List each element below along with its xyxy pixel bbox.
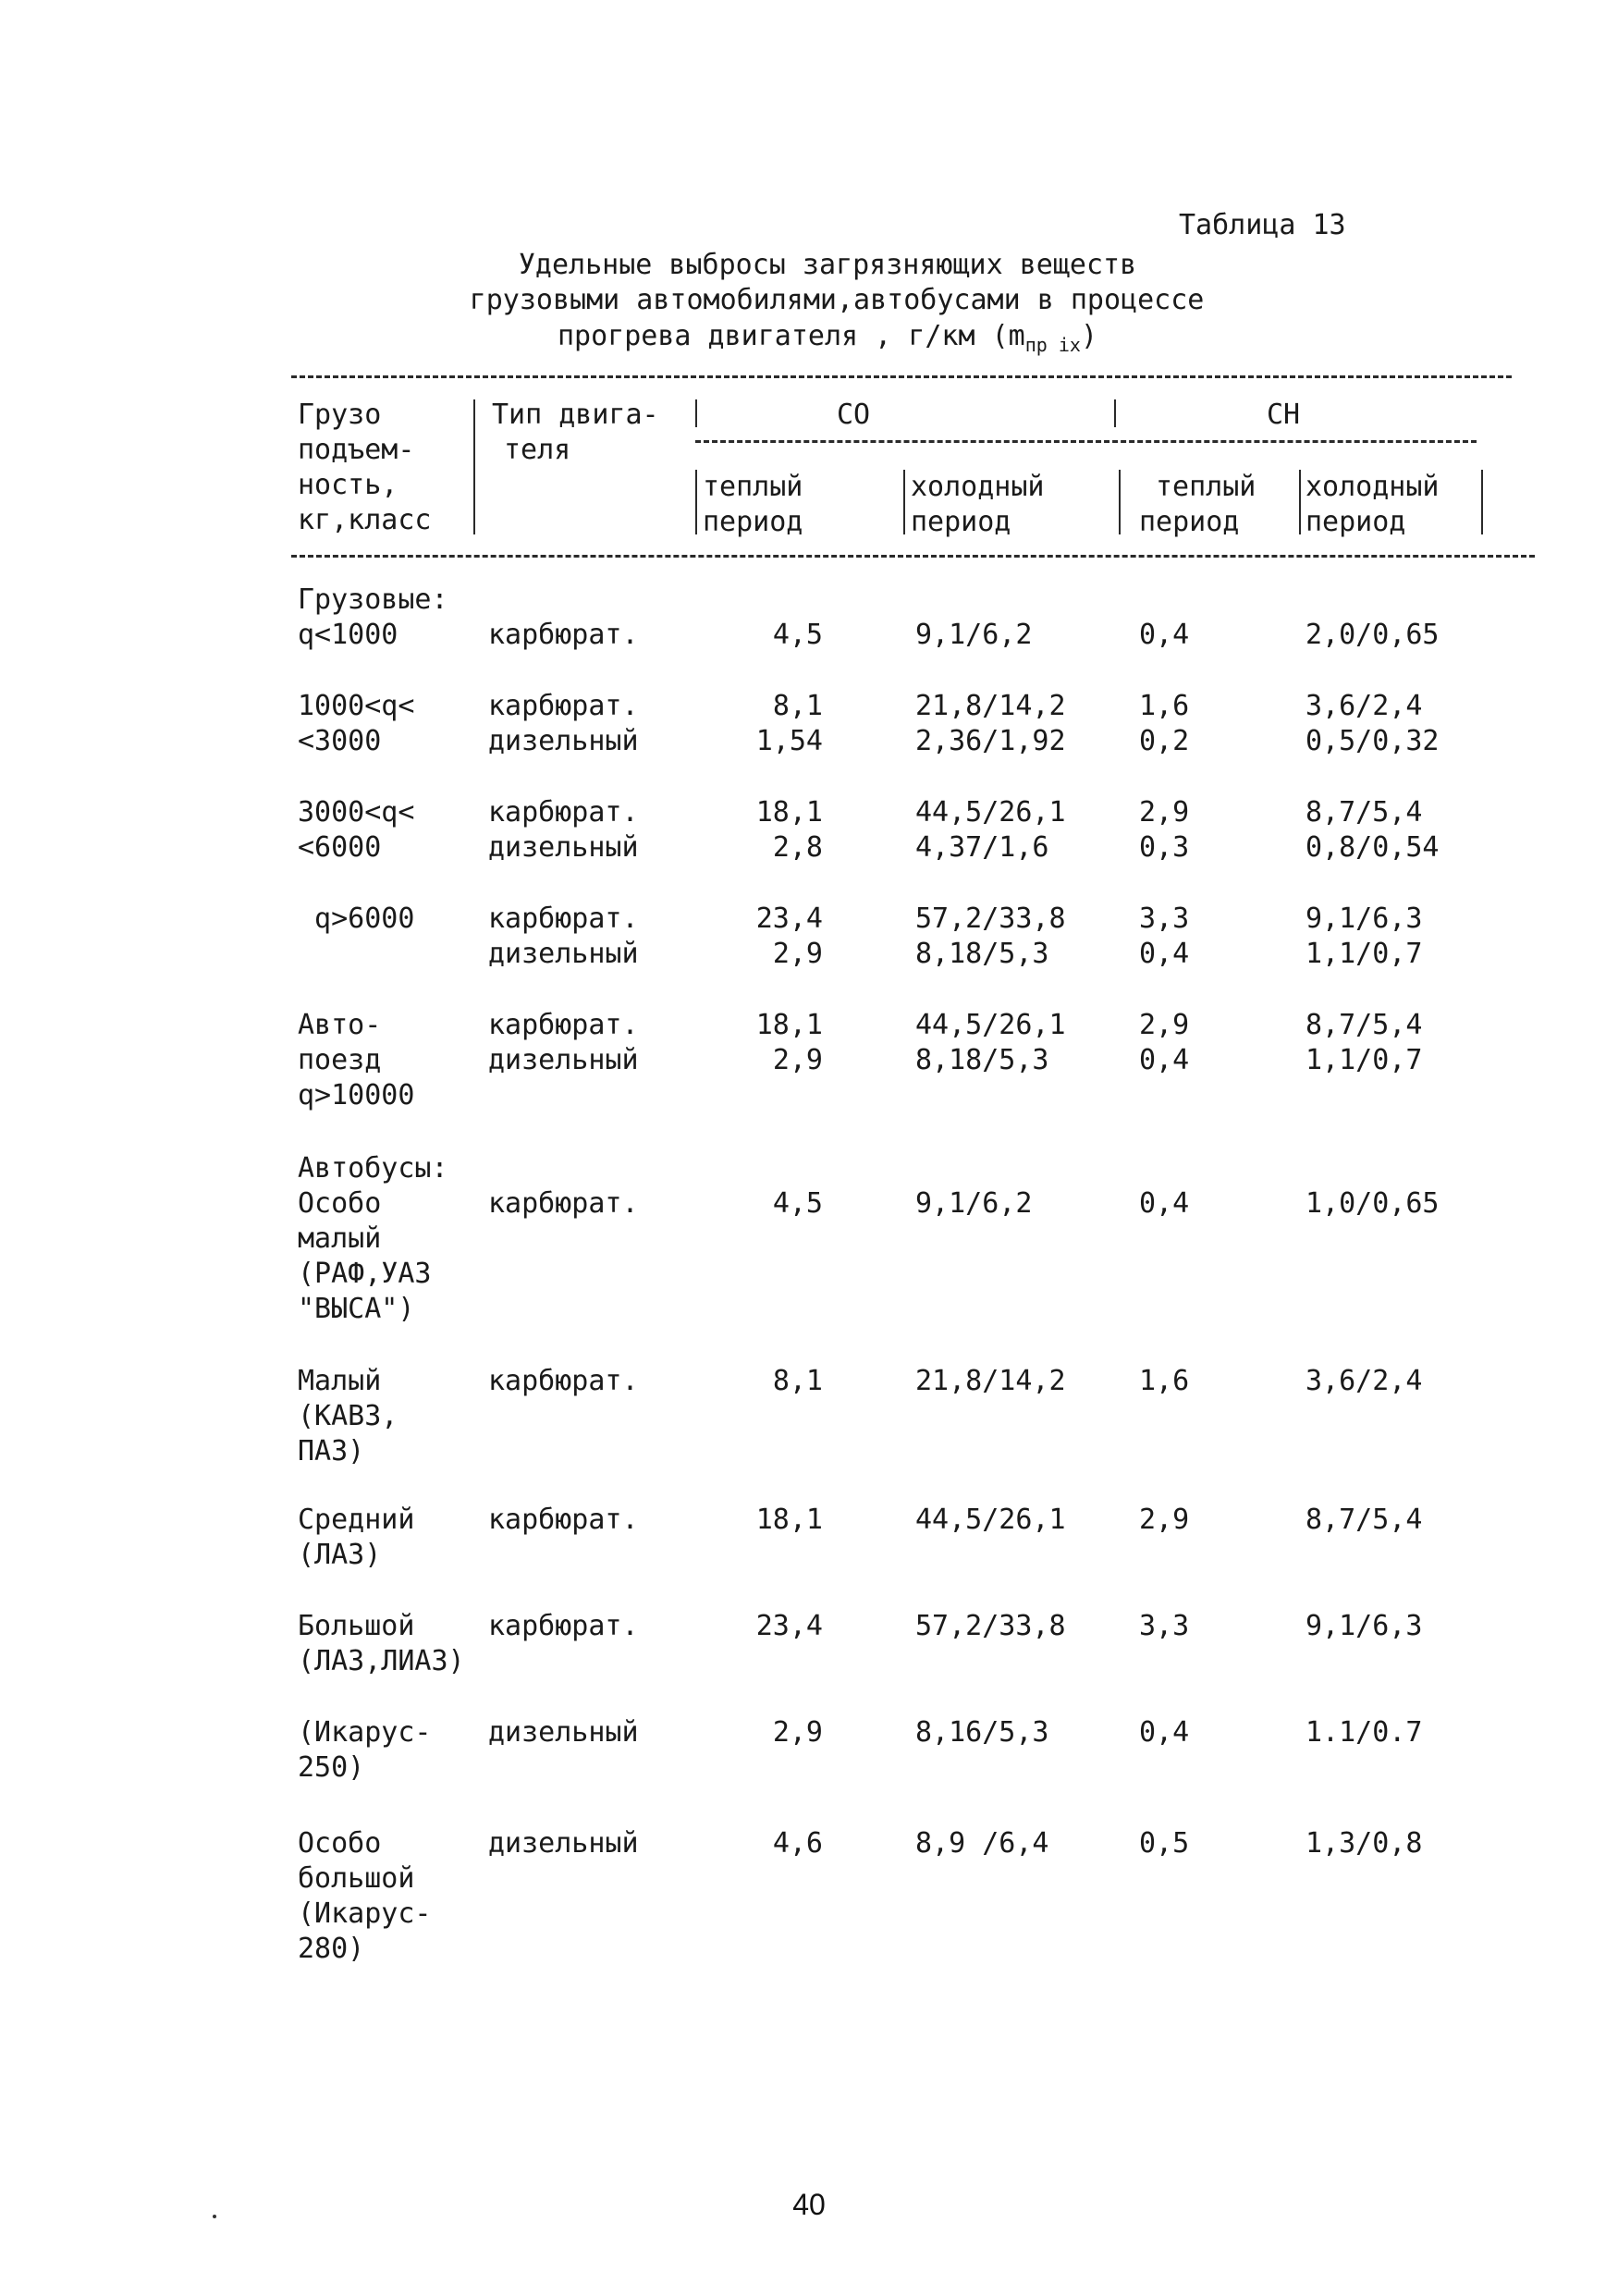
row-label-line: 1000<q< (298, 690, 415, 722)
row-label-line: <3000 (298, 725, 382, 757)
header-mid-rule (695, 440, 1477, 443)
engine-cell: карбюрат. (488, 1610, 639, 1642)
row-label-line: Авто- (298, 1009, 382, 1041)
row-label-line: (ЛАЗ) (298, 1539, 382, 1571)
ch-warm-cell: 3,3 (1139, 902, 1190, 935)
engine-cell: дизельный (488, 1716, 639, 1749)
scan-speck (213, 2215, 216, 2218)
co-warm-cell: 18,1 (755, 796, 823, 829)
row-label-line: Особо (298, 1187, 382, 1220)
ch-warm-cell: 3,3 (1139, 1610, 1190, 1642)
co-cold-cell: 4,37/1,6 (915, 831, 1049, 864)
co-cold-cell: 57,2/33,8 (915, 902, 1066, 935)
row-label-line: Особо (298, 1827, 382, 1860)
row-label-line: ПАЗ) (298, 1435, 365, 1467)
co-cold-cell: 2,36/1,92 (915, 725, 1066, 757)
header-col1-line2: подъем- (298, 434, 415, 466)
header-divider (695, 399, 697, 427)
row-label-line: Средний (298, 1504, 415, 1536)
row-label-line: 3000<q< (298, 796, 415, 829)
header-divider (1481, 470, 1483, 534)
co-warm-cell: 23,4 (755, 902, 823, 935)
co-warm-cell: 2,8 (772, 831, 823, 864)
row-label-line: "ВЫСА") (298, 1293, 415, 1325)
engine-cell: дизельный (488, 831, 639, 864)
caption-line-3-main: прогрева двигателя , г/км (m (557, 320, 1025, 352)
engine-cell: карбюрат. (488, 690, 639, 722)
ch-cold-cell: 9,1/6,3 (1305, 902, 1423, 935)
ch-warm-cell: 0,5 (1139, 1827, 1190, 1860)
header-bottom-rule (291, 555, 1535, 558)
header-ch-warm-line1: теплый (1156, 471, 1256, 503)
row-label-line: (РАФ,УАЗ (298, 1258, 432, 1290)
co-cold-cell: 57,2/33,8 (915, 1610, 1066, 1642)
engine-cell: карбюрат. (488, 1187, 639, 1220)
ch-cold-cell: 0,5/0,32 (1305, 725, 1440, 757)
header-co: CO (837, 399, 871, 431)
ch-warm-cell: 0,4 (1139, 619, 1190, 651)
row-label-line: малый (298, 1222, 382, 1255)
header-co-cold-line1: холодный (911, 471, 1045, 503)
ch-cold-cell: 0,8/0,54 (1305, 831, 1440, 864)
ch-warm-cell: 1,6 (1139, 690, 1190, 722)
co-warm-cell: 23,4 (755, 1610, 823, 1642)
ch-cold-cell: 1,3/0,8 (1305, 1827, 1423, 1860)
ch-warm-cell: 0,2 (1139, 725, 1190, 757)
engine-cell: карбюрат. (488, 1504, 639, 1536)
row-label-line: Малый (298, 1365, 382, 1397)
co-warm-cell: 8,1 (772, 1365, 823, 1397)
engine-cell: дизельный (488, 1044, 639, 1076)
engine-cell: карбюрат. (488, 796, 639, 829)
row-label-line: (КАВЗ, (298, 1400, 398, 1432)
header-divider (1114, 399, 1116, 427)
header-engine-line2: теля (504, 434, 571, 466)
header-divider (695, 470, 697, 534)
row-label-line: (Икарус- (298, 1716, 432, 1749)
header-co-warm-line1: теплый (703, 471, 803, 503)
ch-warm-cell: 0,4 (1139, 1716, 1190, 1749)
ch-cold-cell: 9,1/6,3 (1305, 1610, 1423, 1642)
ch-warm-cell: 0,4 (1139, 938, 1190, 970)
header-co-cold-line2: период (911, 506, 1011, 538)
row-label-line: большой (298, 1862, 415, 1895)
caption-line-3-end: ) (1080, 320, 1097, 352)
co-warm-cell: 4,5 (772, 1187, 823, 1220)
page-number: 40 (792, 2188, 826, 2221)
row-label-line: (Икарус- (298, 1897, 432, 1930)
caption-line-1: Удельные выбросы загрязняющих веществ (518, 249, 1137, 281)
co-cold-cell: 8,18/5,3 (915, 1044, 1049, 1076)
header-engine-line1: Тип двига- (492, 399, 659, 431)
row-label-line: 250) (298, 1751, 365, 1784)
caption-line-3 (18, 319, 1618, 354)
co-cold-cell: 8,9 /6,4 (915, 1827, 1049, 1860)
co-warm-cell: 1,54 (755, 725, 823, 757)
ch-cold-cell: 1,1/0,7 (1305, 938, 1423, 970)
row-label-line: q>10000 (298, 1079, 415, 1111)
row-label-line: q>6000 (298, 902, 415, 935)
ch-cold-cell: 1,1/0,7 (1305, 1044, 1423, 1076)
ch-cold-cell: 3,6/2,4 (1305, 690, 1423, 722)
header-col1-line4: кг,класс (298, 504, 432, 536)
engine-cell: карбюрат. (488, 619, 639, 651)
header-ch-cold-line2: период (1305, 506, 1406, 538)
ch-warm-cell: 1,6 (1139, 1365, 1190, 1397)
ch-cold-cell: 3,6/2,4 (1305, 1365, 1423, 1397)
co-warm-cell: 2,9 (772, 938, 823, 970)
header-col1-line1: Грузо (298, 399, 382, 431)
engine-cell: дизельный (488, 938, 639, 970)
co-cold-cell: 44,5/26,1 (915, 1504, 1066, 1536)
ch-cold-cell: 2,0/0,65 (1305, 619, 1440, 651)
ch-warm-cell: 2,9 (1139, 796, 1190, 829)
row-label-line: Автобусы: (298, 1152, 448, 1185)
co-warm-cell: 4,5 (772, 619, 823, 651)
ch-warm-cell: 0,3 (1139, 831, 1190, 864)
ch-cold-cell: 1.1/0.7 (1305, 1716, 1423, 1749)
ch-warm-cell: 0,4 (1139, 1044, 1190, 1076)
co-warm-cell: 2,9 (772, 1716, 823, 1749)
row-label-line: Грузовые: (298, 583, 448, 616)
co-cold-cell: 9,1/6,2 (915, 619, 1033, 651)
ch-cold-cell: 1,0/0,65 (1305, 1187, 1440, 1220)
row-label-line: (ЛАЗ,ЛИАЗ) (298, 1645, 465, 1677)
header-divider (1119, 470, 1121, 534)
engine-cell: карбюрат. (488, 1365, 639, 1397)
engine-cell: карбюрат. (488, 902, 639, 935)
header-ch-warm-line2: период (1139, 506, 1240, 538)
co-cold-cell: 44,5/26,1 (915, 1009, 1066, 1041)
co-warm-cell: 8,1 (772, 690, 823, 722)
header-col1-line3: ность, (298, 469, 398, 501)
co-cold-cell: 44,5/26,1 (915, 796, 1066, 829)
co-warm-cell: 4,6 (772, 1827, 823, 1860)
row-label-line: поезд (298, 1044, 382, 1076)
row-label-line: <6000 (298, 831, 382, 864)
header-ch-cold-line1: холодный (1305, 471, 1440, 503)
row-label-line: q<1000 (298, 619, 398, 651)
co-cold-cell: 21,8/14,2 (915, 1365, 1066, 1397)
co-cold-cell: 21,8/14,2 (915, 690, 1066, 722)
table-label: Таблица 13 (1179, 209, 1346, 241)
ch-warm-cell: 0,4 (1139, 1187, 1190, 1220)
header-divider (473, 399, 475, 534)
ch-warm-cell: 2,9 (1139, 1009, 1190, 1041)
engine-cell: карбюрат. (488, 1009, 639, 1041)
engine-cell: дизельный (488, 1827, 639, 1860)
header-divider (1299, 470, 1301, 534)
row-label-line: 280) (298, 1933, 365, 1965)
header-ch: CH (1267, 399, 1301, 431)
engine-cell: дизельный (488, 725, 639, 757)
header-co-warm-line2: период (703, 506, 803, 538)
caption-subscript: пр ix (1024, 334, 1081, 356)
header-divider (903, 470, 905, 534)
ch-cold-cell: 8,7/5,4 (1305, 1504, 1423, 1536)
co-cold-cell: 8,16/5,3 (915, 1716, 1049, 1749)
co-warm-cell: 18,1 (755, 1504, 823, 1536)
co-cold-cell: 8,18/5,3 (915, 938, 1049, 970)
co-warm-cell: 18,1 (755, 1009, 823, 1041)
row-label-line: Большой (298, 1610, 415, 1642)
co-warm-cell: 2,9 (772, 1044, 823, 1076)
ch-cold-cell: 8,7/5,4 (1305, 796, 1423, 829)
caption-line-2: грузовыми автомобилями,автобусами в процессе (469, 284, 1205, 316)
ch-warm-cell: 2,9 (1139, 1504, 1190, 1536)
ch-cold-cell: 8,7/5,4 (1305, 1009, 1423, 1041)
header-top-rule (291, 375, 1512, 378)
co-cold-cell: 9,1/6,2 (915, 1187, 1033, 1220)
